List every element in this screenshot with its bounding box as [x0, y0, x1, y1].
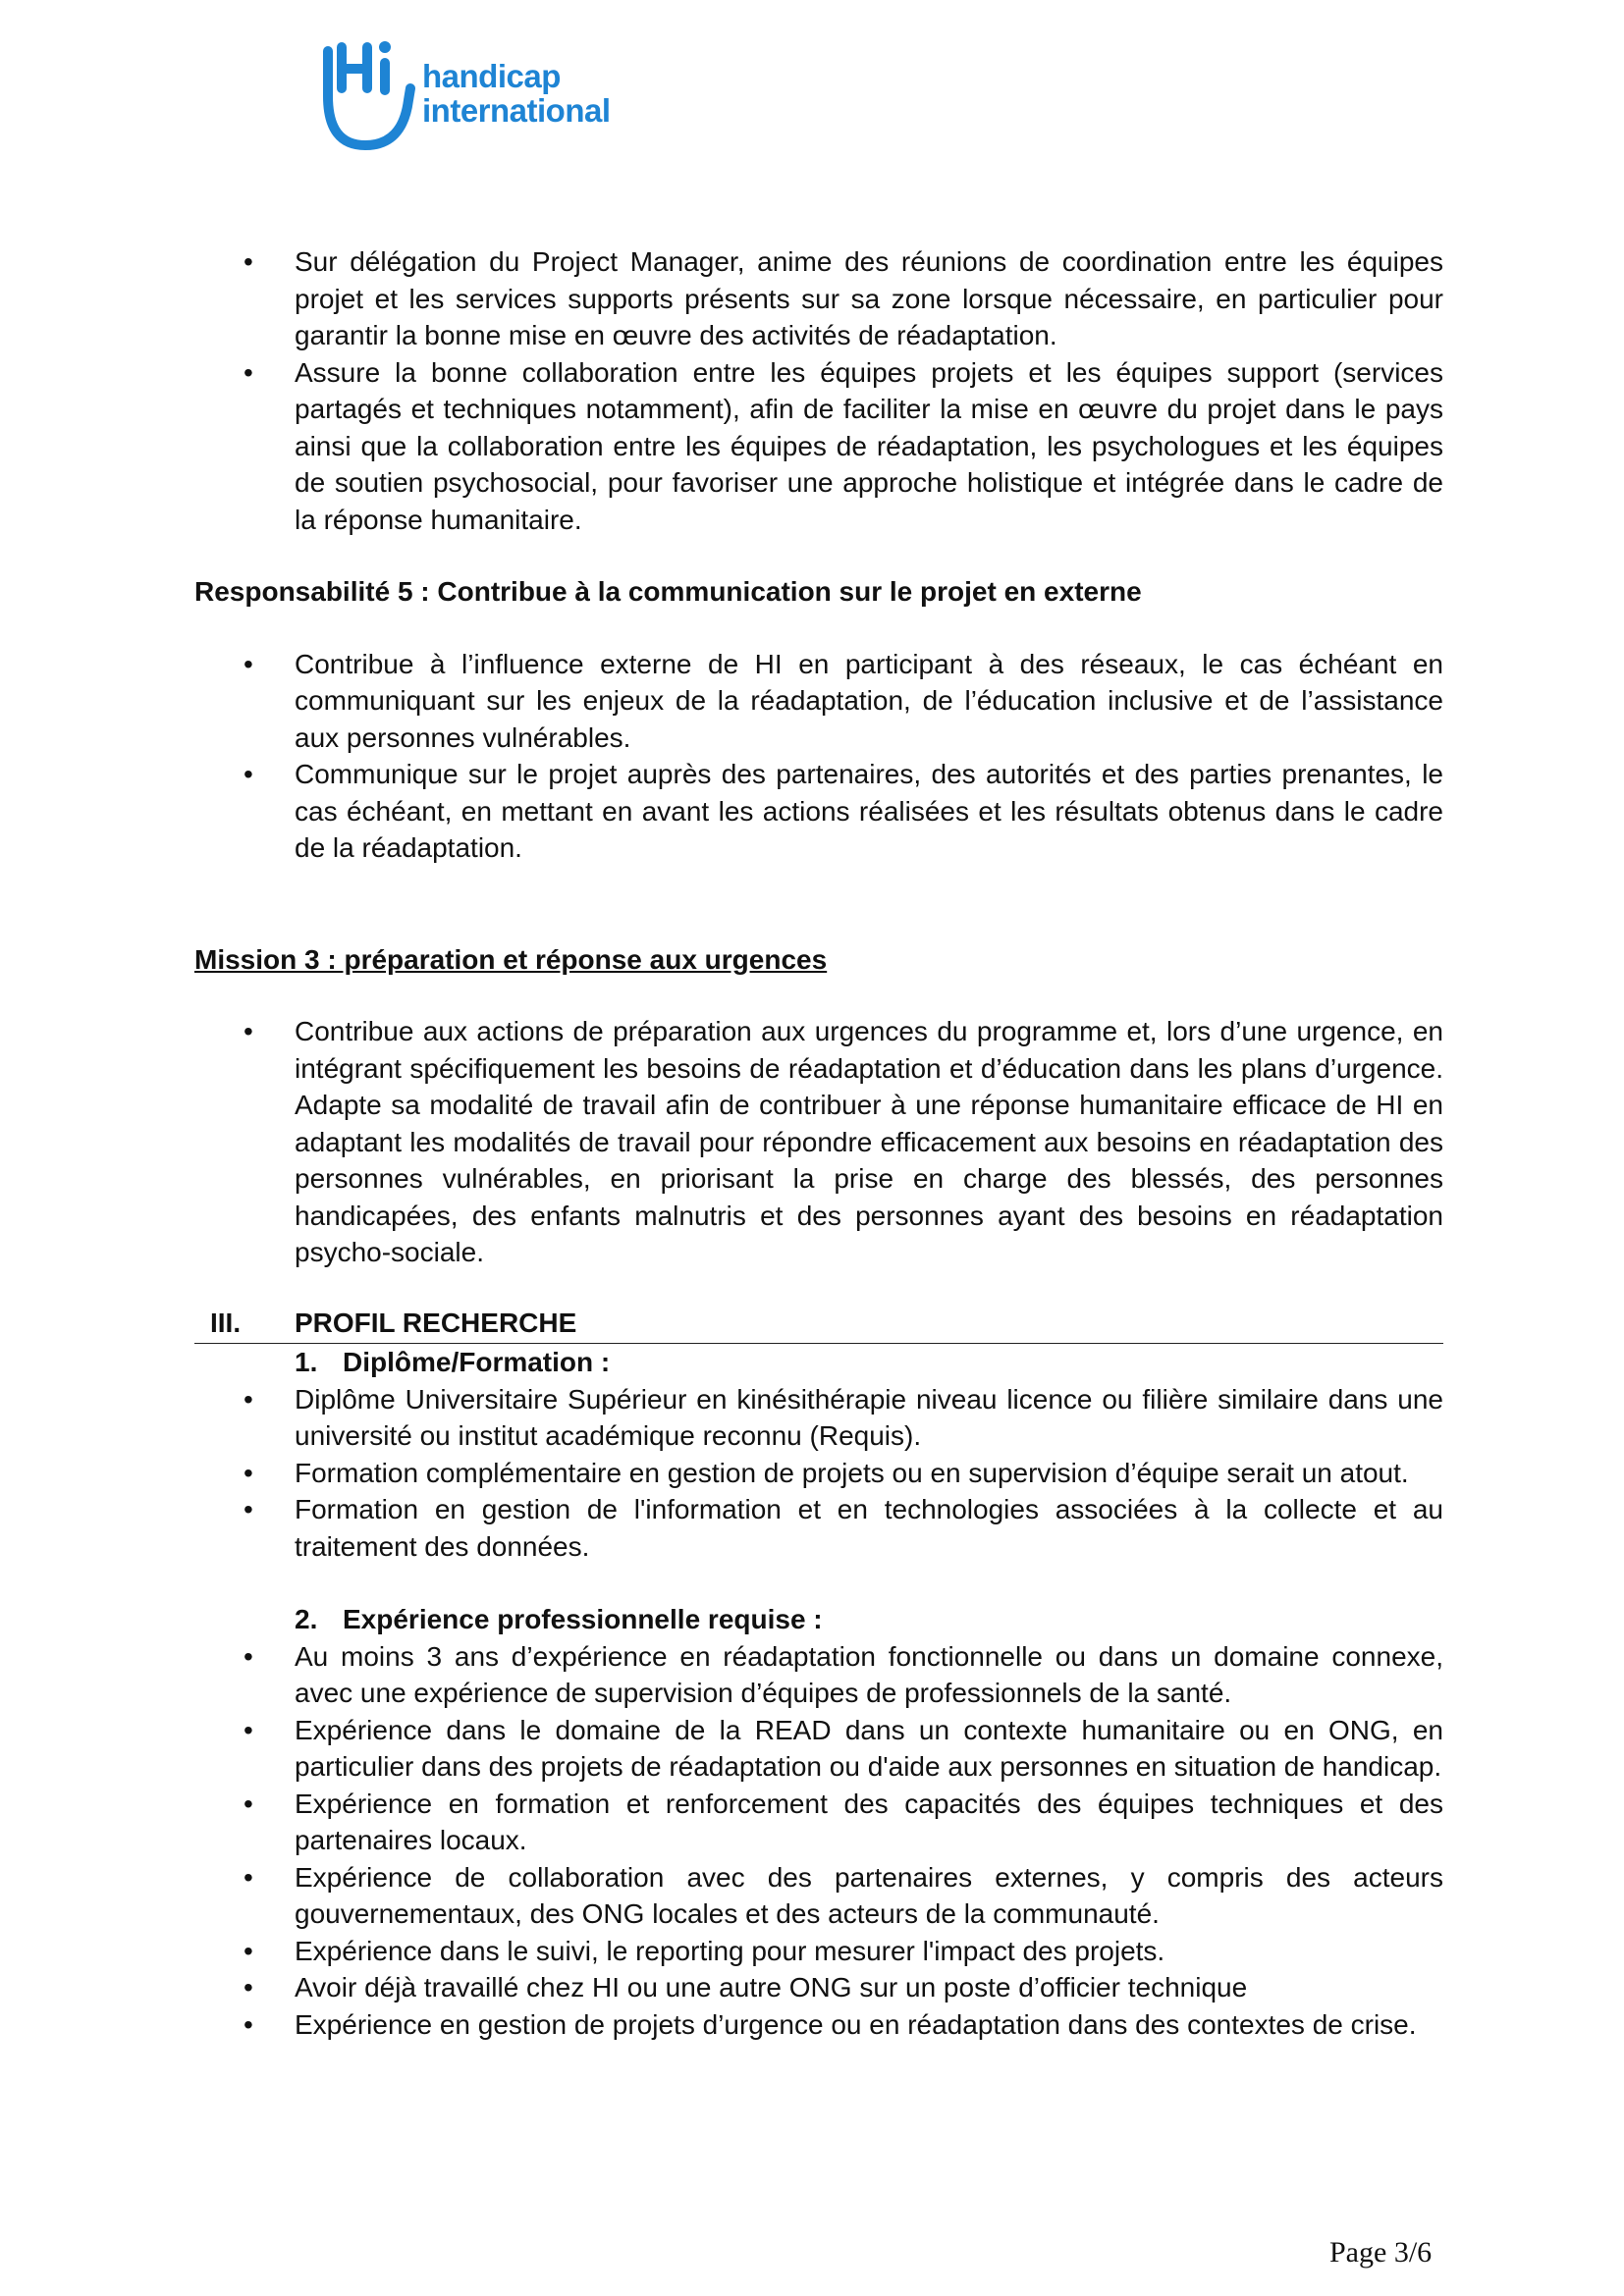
experience-list: [194, 1638, 1443, 2044]
list-item: • Au moins 3 ans d’expérience en réadaptation fonctionnelle ou dans un domaine connexe, avec une expérience de supervision d’équipes de professionnels de la santé.: [194, 1638, 1443, 1712]
subheading-diploma: [194, 1344, 1443, 1381]
logo-line-1: handicap: [422, 58, 561, 94]
list-item: • Sur délégation du Project Manager, anime des réunions de coordination entre les équipes projet et les services supports présents sur sa zone lorsque nécessaire, en particulier pour garantir la bonne mise en œuvre des activités de réadaptation.: [194, 243, 1443, 354]
section-title: PROFIL RECHERCHE: [295, 1307, 577, 1338]
section-profile-heading: [194, 1305, 1443, 1345]
list-item: • Expérience dans le domaine de la READ dans un contexte humanitaire ou en ONG, en particulier dans des projets de réadaptation ou d'aide aux personnes en situation de handicap.: [194, 1712, 1443, 1786]
responsibility-5-heading: Responsabilité 5 : Contribue à la communication sur le projet en externe: [194, 576, 1142, 607]
communication-list: [194, 646, 1443, 867]
list-item: • Contribue aux actions de préparation aux urgences du programme et, lors d’une urgence, en intégrant spécifiquement les besoins de réadaptation et d’éducation dans les plans d’urgence. Adapte sa modalité de travail afin de contribuer à une réponse humanitaire efficace de HI en adaptant les modalités de travail pour répondre efficacement aux besoins en réadaptation des personnes vulnérables, en priorisant la prise en charge des blessés, des personnes handicapées, des enfants malnutris et des personnes ayant des besoins en réadaptation psycho-sociale.: [194, 1013, 1443, 1271]
handicap-international-logo: [320, 29, 654, 152]
list-item: • Assure la bonne collaboration entre les équipes projets et les équipes support (services partagés et techniques notamment), afin de faciliter la mise en œuvre du projet dans le pays ainsi que la collaboration entre les équipes de réadaptation, les psychologues et les équipes de soutien psychosocial, pour favoriser une approche holistique et intégrée dans le cadre de la réponse humanitaire.: [194, 354, 1443, 539]
list-item: • Contribue à l’influence externe de HI en participant à des réseaux, le cas échéant en communiquant sur les enjeux de la réadaptation, de l’éducation inclusive et de l’assistance aux personnes vulnérables.: [194, 646, 1443, 757]
subheading-title: Diplôme/Formation :: [343, 1347, 611, 1377]
mission-3-heading: Mission 3 : préparation et réponse aux urgences: [194, 943, 828, 975]
list-item: • Formation en gestion de l'information et en technologies associées à la collecte et au traitement des données.: [194, 1491, 1443, 1565]
list-item: • Expérience en gestion de projets d’urgence ou en réadaptation dans des contextes de crise.: [194, 2006, 1443, 2044]
subheading-experience: [194, 1601, 1443, 1638]
subheading-number: 1.: [295, 1347, 318, 1377]
subheading-title: Expérience professionnelle requise :: [343, 1604, 823, 1634]
page-number: Page 3/6: [1329, 2236, 1433, 2269]
list-item: • Expérience en formation et renforcement des capacités des équipes techniques et des partenaires locaux.: [194, 1786, 1443, 1859]
list-item: • Expérience de collaboration avec des partenaires externes, y compris des acteurs gouvernementaux, des ONG locales et des acteurs de la communauté.: [194, 1859, 1443, 1933]
document-body: [194, 243, 1443, 2043]
list-item: • Avoir déjà travaillé chez HI ou une autre ONG sur un poste d’officier technique: [194, 1969, 1443, 2006]
list-item: • Communique sur le projet auprès des partenaires, des autorités et des parties prenantes, le cas échéant, en mettant en avant les actions réalisées et les résultats obtenus dans le cadre de la réadaptation.: [194, 756, 1443, 867]
coordination-list: [194, 243, 1443, 538]
list-item: • Expérience dans le suivi, le reporting pour mesurer l'impact des projets.: [194, 1933, 1443, 1970]
subheading-number: 2.: [295, 1604, 318, 1634]
section-number: III.: [210, 1307, 242, 1338]
hi-hand-logo-icon: [320, 29, 418, 152]
emergency-list: [194, 1013, 1443, 1271]
list-item: • Diplôme Universitaire Supérieur en kinésithérapie niveau licence ou filière similaire dans une université ou institut académique reconnu (Requis).: [194, 1381, 1443, 1455]
logo-wordmark: [422, 59, 611, 128]
diploma-list: [194, 1381, 1443, 1566]
logo-line-2: international: [422, 92, 611, 129]
list-item: • Formation complémentaire en gestion de projets ou en supervision d’équipe serait un atout.: [194, 1455, 1443, 1492]
